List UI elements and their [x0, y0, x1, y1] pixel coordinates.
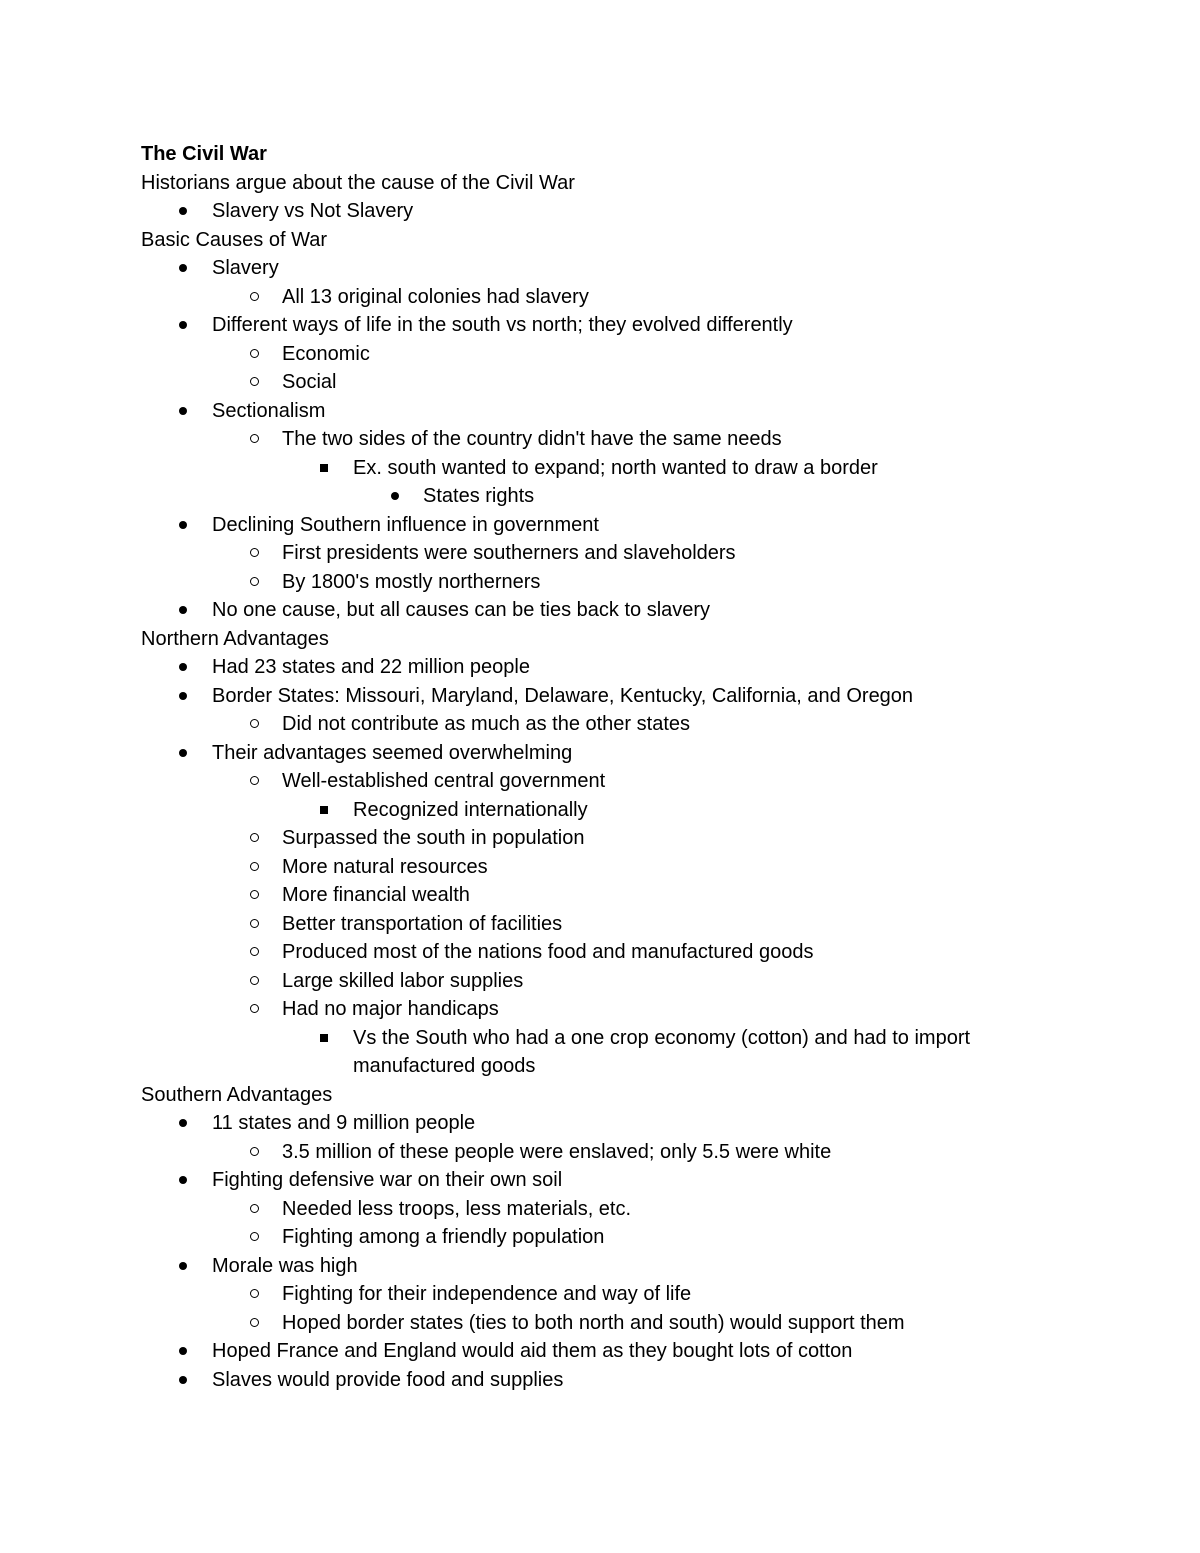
bullet-circle-icon [250, 349, 259, 358]
bullet-dot-icon [179, 1119, 187, 1127]
bullet-circle-icon [250, 833, 259, 842]
bullet-circle-icon [250, 377, 259, 386]
bullet-circle-icon [250, 577, 259, 586]
list-item: Vs the South who had a one crop economy (cotton) and had to import manufactured goods [141, 1024, 1043, 1081]
bullet-dot-icon [179, 264, 187, 272]
bullet-dot-icon [179, 321, 187, 329]
list-item: Their advantages seemed overwhelming [141, 739, 1041, 768]
list-item: Morale was high [141, 1252, 1041, 1281]
list-item: By 1800's mostly northerners [141, 568, 1041, 597]
list-item: Sectionalism [141, 397, 1041, 426]
list-item: Fighting for their independence and way of life [141, 1280, 1041, 1309]
bullet-circle-icon [250, 292, 259, 301]
list-item: Slavery vs Not Slavery [141, 197, 1041, 226]
bullet-dot-icon [179, 663, 187, 671]
bullet-dot-icon [179, 1262, 187, 1270]
bullet-dot-icon [179, 606, 187, 614]
bullet-square-icon [320, 806, 328, 814]
list-item: Large skilled labor supplies [141, 967, 1041, 996]
list-item: Different ways of life in the south vs north; they evolved differently [141, 311, 1041, 340]
list-item: No one cause, but all causes can be ties back to slavery [141, 596, 1041, 625]
bullet-square-icon [320, 464, 328, 472]
list-item: The two sides of the country didn't have the same needs [141, 425, 1041, 454]
bullet-dot-icon [179, 1176, 187, 1184]
section-heading-northern-advantages: Northern Advantages [141, 627, 329, 650]
bullet-circle-icon [250, 1318, 259, 1327]
document-title: The Civil War [141, 143, 267, 165]
bullet-circle-icon [250, 947, 259, 956]
list-item: Fighting among a friendly population [141, 1223, 1041, 1252]
list-item: More financial wealth [141, 881, 1041, 910]
section-heading-southern-advantages: Southern Advantages [141, 1083, 333, 1106]
bullet-dot-icon [179, 521, 187, 529]
list-item: Produced most of the nations food and manufactured goods [141, 938, 1041, 967]
list-item: Hoped border states (ties to both north and south) would support them [141, 1309, 1041, 1338]
list-item: States rights [141, 482, 1041, 511]
list-item: Recognized internationally [141, 796, 1041, 825]
bullet-square-icon [320, 1034, 328, 1042]
intro-paragraph: Historians argue about the cause of the Civil War [141, 171, 575, 194]
list-item: More natural resources [141, 853, 1041, 882]
list-item: Well-established central government [141, 767, 1041, 796]
bullet-dot-icon [179, 407, 187, 415]
document-page [141, 140, 1041, 1394]
bullet-circle-icon [250, 548, 259, 557]
bullet-dot-icon [391, 492, 399, 500]
bullet-circle-icon [250, 890, 259, 899]
list-item: 3.5 million of these people were enslaved; only 5.5 were white [141, 1138, 1041, 1167]
list-item: Needed less troops, less materials, etc. [141, 1195, 1041, 1224]
bullet-circle-icon [250, 719, 259, 728]
bullet-dot-icon [179, 749, 187, 757]
bullet-dot-icon [179, 1376, 187, 1384]
list-item: Surpassed the south in population [141, 824, 1041, 853]
list-item: Economic [141, 340, 1041, 369]
list-item: Better transportation of facilities [141, 910, 1041, 939]
bullet-circle-icon [250, 1004, 259, 1013]
bullet-circle-icon [250, 862, 259, 871]
bullet-circle-icon [250, 434, 259, 443]
bullet-dot-icon [179, 1347, 187, 1355]
list-item: All 13 original colonies had slavery [141, 283, 1041, 312]
list-item: Slaves would provide food and supplies [141, 1366, 1041, 1395]
list-item: Slavery [141, 254, 1041, 283]
list-item: First presidents were southerners and slaveholders [141, 539, 1041, 568]
list-item: Had 23 states and 22 million people [141, 653, 1041, 682]
list-item: Social [141, 368, 1041, 397]
list-item: Did not contribute as much as the other states [141, 710, 1041, 739]
bullet-dot-icon [179, 692, 187, 700]
section-heading-basic-causes: Basic Causes of War [141, 228, 327, 251]
bullet-dot-icon [179, 207, 187, 215]
bullet-circle-icon [250, 976, 259, 985]
bullet-circle-icon [250, 1147, 259, 1156]
bullet-circle-icon [250, 1232, 259, 1241]
bullet-circle-icon [250, 919, 259, 928]
list-item: Border States: Missouri, Maryland, Delaware, Kentucky, California, and Oregon [141, 682, 1041, 711]
bullet-circle-icon [250, 1204, 259, 1213]
bullet-circle-icon [250, 776, 259, 785]
bullet-circle-icon [250, 1289, 259, 1298]
list-item: Hoped France and England would aid them as they bought lots of cotton [141, 1337, 1041, 1366]
list-item: Fighting defensive war on their own soil [141, 1166, 1041, 1195]
list-item: Had no major handicaps [141, 995, 1041, 1024]
list-item: Ex. south wanted to expand; north wanted to draw a border [141, 454, 1041, 483]
list-item: 11 states and 9 million people [141, 1109, 1041, 1138]
list-item: Declining Southern influence in government [141, 511, 1041, 540]
